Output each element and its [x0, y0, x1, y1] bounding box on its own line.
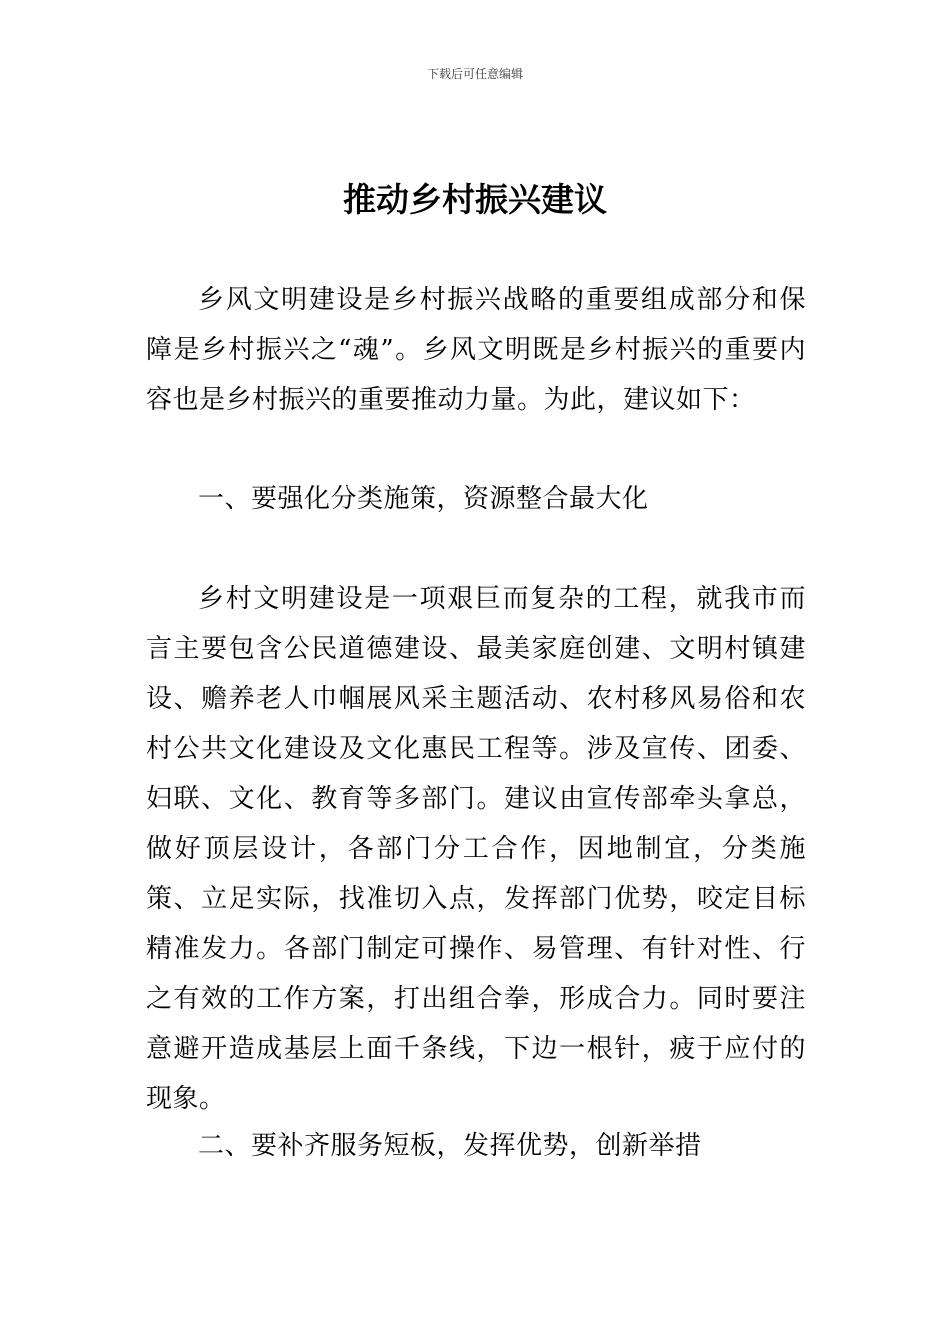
- section-1-heading: 一、要强化分类施策，资源整合最大化: [198, 484, 649, 514]
- section-1-body: 乡村文明建设是一项艰巨而复杂的工程，就我市而言主要包含公民道德建设、最美家庭创建、文明村镇建设、赡养老人巾帼展风采主题活动、农村移风易俗和农村公共文化建设及文化惠民工程等。涉及宣传、团委、妇联、文化、教育等多部门。建议由宣传部牵头拿总，做好顶层设计，各部门分工合作，因地制宜，分类施策、立足实际，找准切入点，发挥部门优势，咬定目标精准发力。各部门制定可操作、易管理、有针对性、行之有效的工作方案，打出组合拳，形成合力。同时要注意避开造成基层上面千条线，下边一根针，疲于应付的现象。: [146, 584, 806, 1114]
- header-note: 下载后可任意编辑: [426, 67, 523, 81]
- section-2-heading: 二、要补齐服务短板，发挥优势，创新举措: [198, 1131, 702, 1161]
- intro-paragraph: 乡风文明建设是乡村振兴战略的重要组成部分和保障是乡村振兴之“魂”。乡风文明既是乡村振兴的重要内容也是乡村振兴的重要推动力量。为此，建议如下：: [146, 285, 806, 415]
- document-title: 推动乡村振兴建议: [343, 180, 607, 219]
